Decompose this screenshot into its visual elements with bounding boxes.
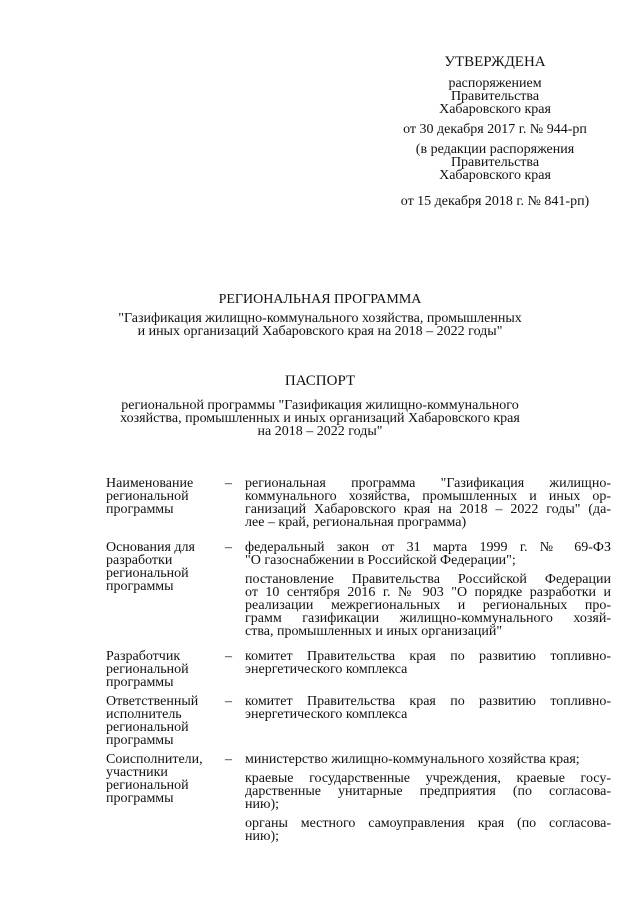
content-line: реализации межрегиональных и региональных про- bbox=[245, 598, 611, 613]
row-label-line: региональной bbox=[106, 662, 189, 677]
row-label-line: Основания для bbox=[106, 540, 195, 555]
content-line: органы местного самоуправления края (по согласова- bbox=[245, 816, 611, 831]
approval-line: Правительства bbox=[450, 89, 540, 104]
amendment-date: от 15 декабря 2018 г. № 841-рп) bbox=[400, 194, 590, 209]
row-label-line: региональной bbox=[106, 566, 189, 581]
row-label-line: региональной bbox=[106, 489, 189, 504]
row-dash: – bbox=[225, 540, 232, 555]
content-line: министерство жилищно-коммунального хозяйства края; bbox=[245, 752, 580, 767]
row-label-line: Наименование bbox=[106, 476, 194, 491]
content-paragraph bbox=[245, 772, 611, 811]
content-line: ства, промышленных и иных организаций" bbox=[245, 624, 503, 639]
content-line: энергетического комплекса bbox=[245, 707, 408, 722]
program-heading: РЕГИОНАЛЬНАЯ ПРОГРАММА bbox=[218, 292, 422, 307]
row-label-line: исполнитель bbox=[106, 707, 182, 722]
row-label-line: программы bbox=[106, 733, 174, 748]
content-line: энергетического комплекса bbox=[245, 662, 408, 677]
content-line: нию); bbox=[245, 829, 279, 844]
content-line: грамм газификации жилищно-коммунального хозяй- bbox=[245, 611, 611, 626]
amendment-line: Правительства bbox=[450, 155, 540, 170]
amendment-line: Хабаровского края bbox=[439, 168, 551, 183]
approval-line: Хабаровского края bbox=[439, 102, 551, 117]
row-label-line: региональной bbox=[106, 720, 189, 735]
content-paragraph bbox=[245, 753, 611, 766]
table-row bbox=[106, 650, 611, 689]
passport-subtitle-line: региональной программы "Газификация жилищно-коммунального bbox=[121, 398, 519, 413]
approval-title: УТВЕРЖДЕНА bbox=[444, 54, 546, 70]
row-label bbox=[106, 695, 223, 747]
content-line: федеральный закон от 31 марта 1999 г. № 69-ФЗ bbox=[245, 540, 611, 555]
approval-block bbox=[380, 56, 610, 208]
row-label-line: программы bbox=[106, 579, 174, 594]
row-label-line: разработки bbox=[106, 553, 173, 568]
content-paragraph bbox=[245, 650, 611, 676]
row-content bbox=[245, 695, 611, 747]
row-content bbox=[245, 753, 611, 849]
content-line: коммунального хозяйства, промышленных и иных ор- bbox=[245, 489, 611, 504]
content-line: от 10 сентября 2016 г. № 903 "О порядке разработки и bbox=[245, 585, 611, 600]
row-label-line: Разработчик bbox=[106, 649, 181, 664]
passport-title-block bbox=[100, 374, 540, 438]
row-label bbox=[106, 541, 223, 644]
row-label-line: программы bbox=[106, 675, 174, 690]
row-label bbox=[106, 650, 223, 689]
approval-date: от 30 декабря 2017 г. № 944-рп bbox=[403, 122, 587, 137]
program-name-line: "Газификация жилищно-коммунального хозяйства, промышленных bbox=[118, 311, 522, 326]
passport-table bbox=[106, 477, 611, 855]
row-content bbox=[245, 650, 611, 689]
content-line: краевые государственные учреждения, краевые госу- bbox=[245, 771, 611, 786]
row-label-line: Соисполнители, bbox=[106, 752, 203, 767]
row-dash: – bbox=[225, 476, 232, 491]
passport-subtitle-line: хозяйства, промышленных и иных организаций Хабаровского края bbox=[120, 411, 520, 426]
content-line: "О газоснабжении в Российской Федерации"; bbox=[245, 553, 516, 568]
passport-subtitle-line: на 2018 – 2022 годы" bbox=[257, 424, 383, 439]
row-label-line: участники bbox=[106, 765, 168, 780]
content-line: нию); bbox=[245, 797, 279, 812]
row-dash: – bbox=[225, 694, 232, 709]
content-line: постановление Правительства Российской Федерации bbox=[245, 572, 611, 587]
row-label-line: Ответственный bbox=[106, 694, 199, 709]
table-row bbox=[106, 695, 611, 747]
content-line: комитет Правительства края по развитию топливно- bbox=[245, 649, 611, 664]
approval-line: распоряжением bbox=[448, 76, 542, 91]
content-line: дарственные унитарные предприятия (по согласова- bbox=[245, 784, 611, 799]
table-row bbox=[106, 477, 611, 535]
content-paragraph bbox=[245, 817, 611, 843]
row-dash: – bbox=[225, 752, 232, 767]
content-paragraph bbox=[245, 541, 611, 567]
content-paragraph bbox=[245, 573, 611, 638]
amendment-line: (в редакции распоряжения bbox=[415, 142, 575, 157]
row-label-line: региональной bbox=[106, 778, 189, 793]
row-label bbox=[106, 477, 223, 535]
row-label bbox=[106, 753, 223, 849]
content-line: региональная программа "Газификация жилищно- bbox=[245, 476, 611, 491]
row-dash: – bbox=[225, 649, 232, 664]
row-label-line: программы bbox=[106, 791, 174, 806]
content-line: комитет Правительства края по развитию топливно- bbox=[245, 694, 611, 709]
content-line: лее – край, региональная программа) bbox=[245, 515, 467, 530]
row-content bbox=[245, 477, 611, 535]
program-name-line: и иных организаций Хабаровского края на 2018 – 2022 годы" bbox=[137, 324, 503, 339]
table-row bbox=[106, 541, 611, 644]
passport-heading: ПАСПОРТ bbox=[284, 373, 356, 389]
content-paragraph bbox=[245, 695, 611, 721]
row-label-line: программы bbox=[106, 502, 174, 517]
content-line: ганизаций Хабаровского края на 2018 – 2022 годы" (да- bbox=[245, 502, 611, 517]
content-paragraph bbox=[245, 477, 611, 529]
row-content bbox=[245, 541, 611, 644]
table-row bbox=[106, 753, 611, 849]
program-title-block bbox=[100, 292, 540, 338]
